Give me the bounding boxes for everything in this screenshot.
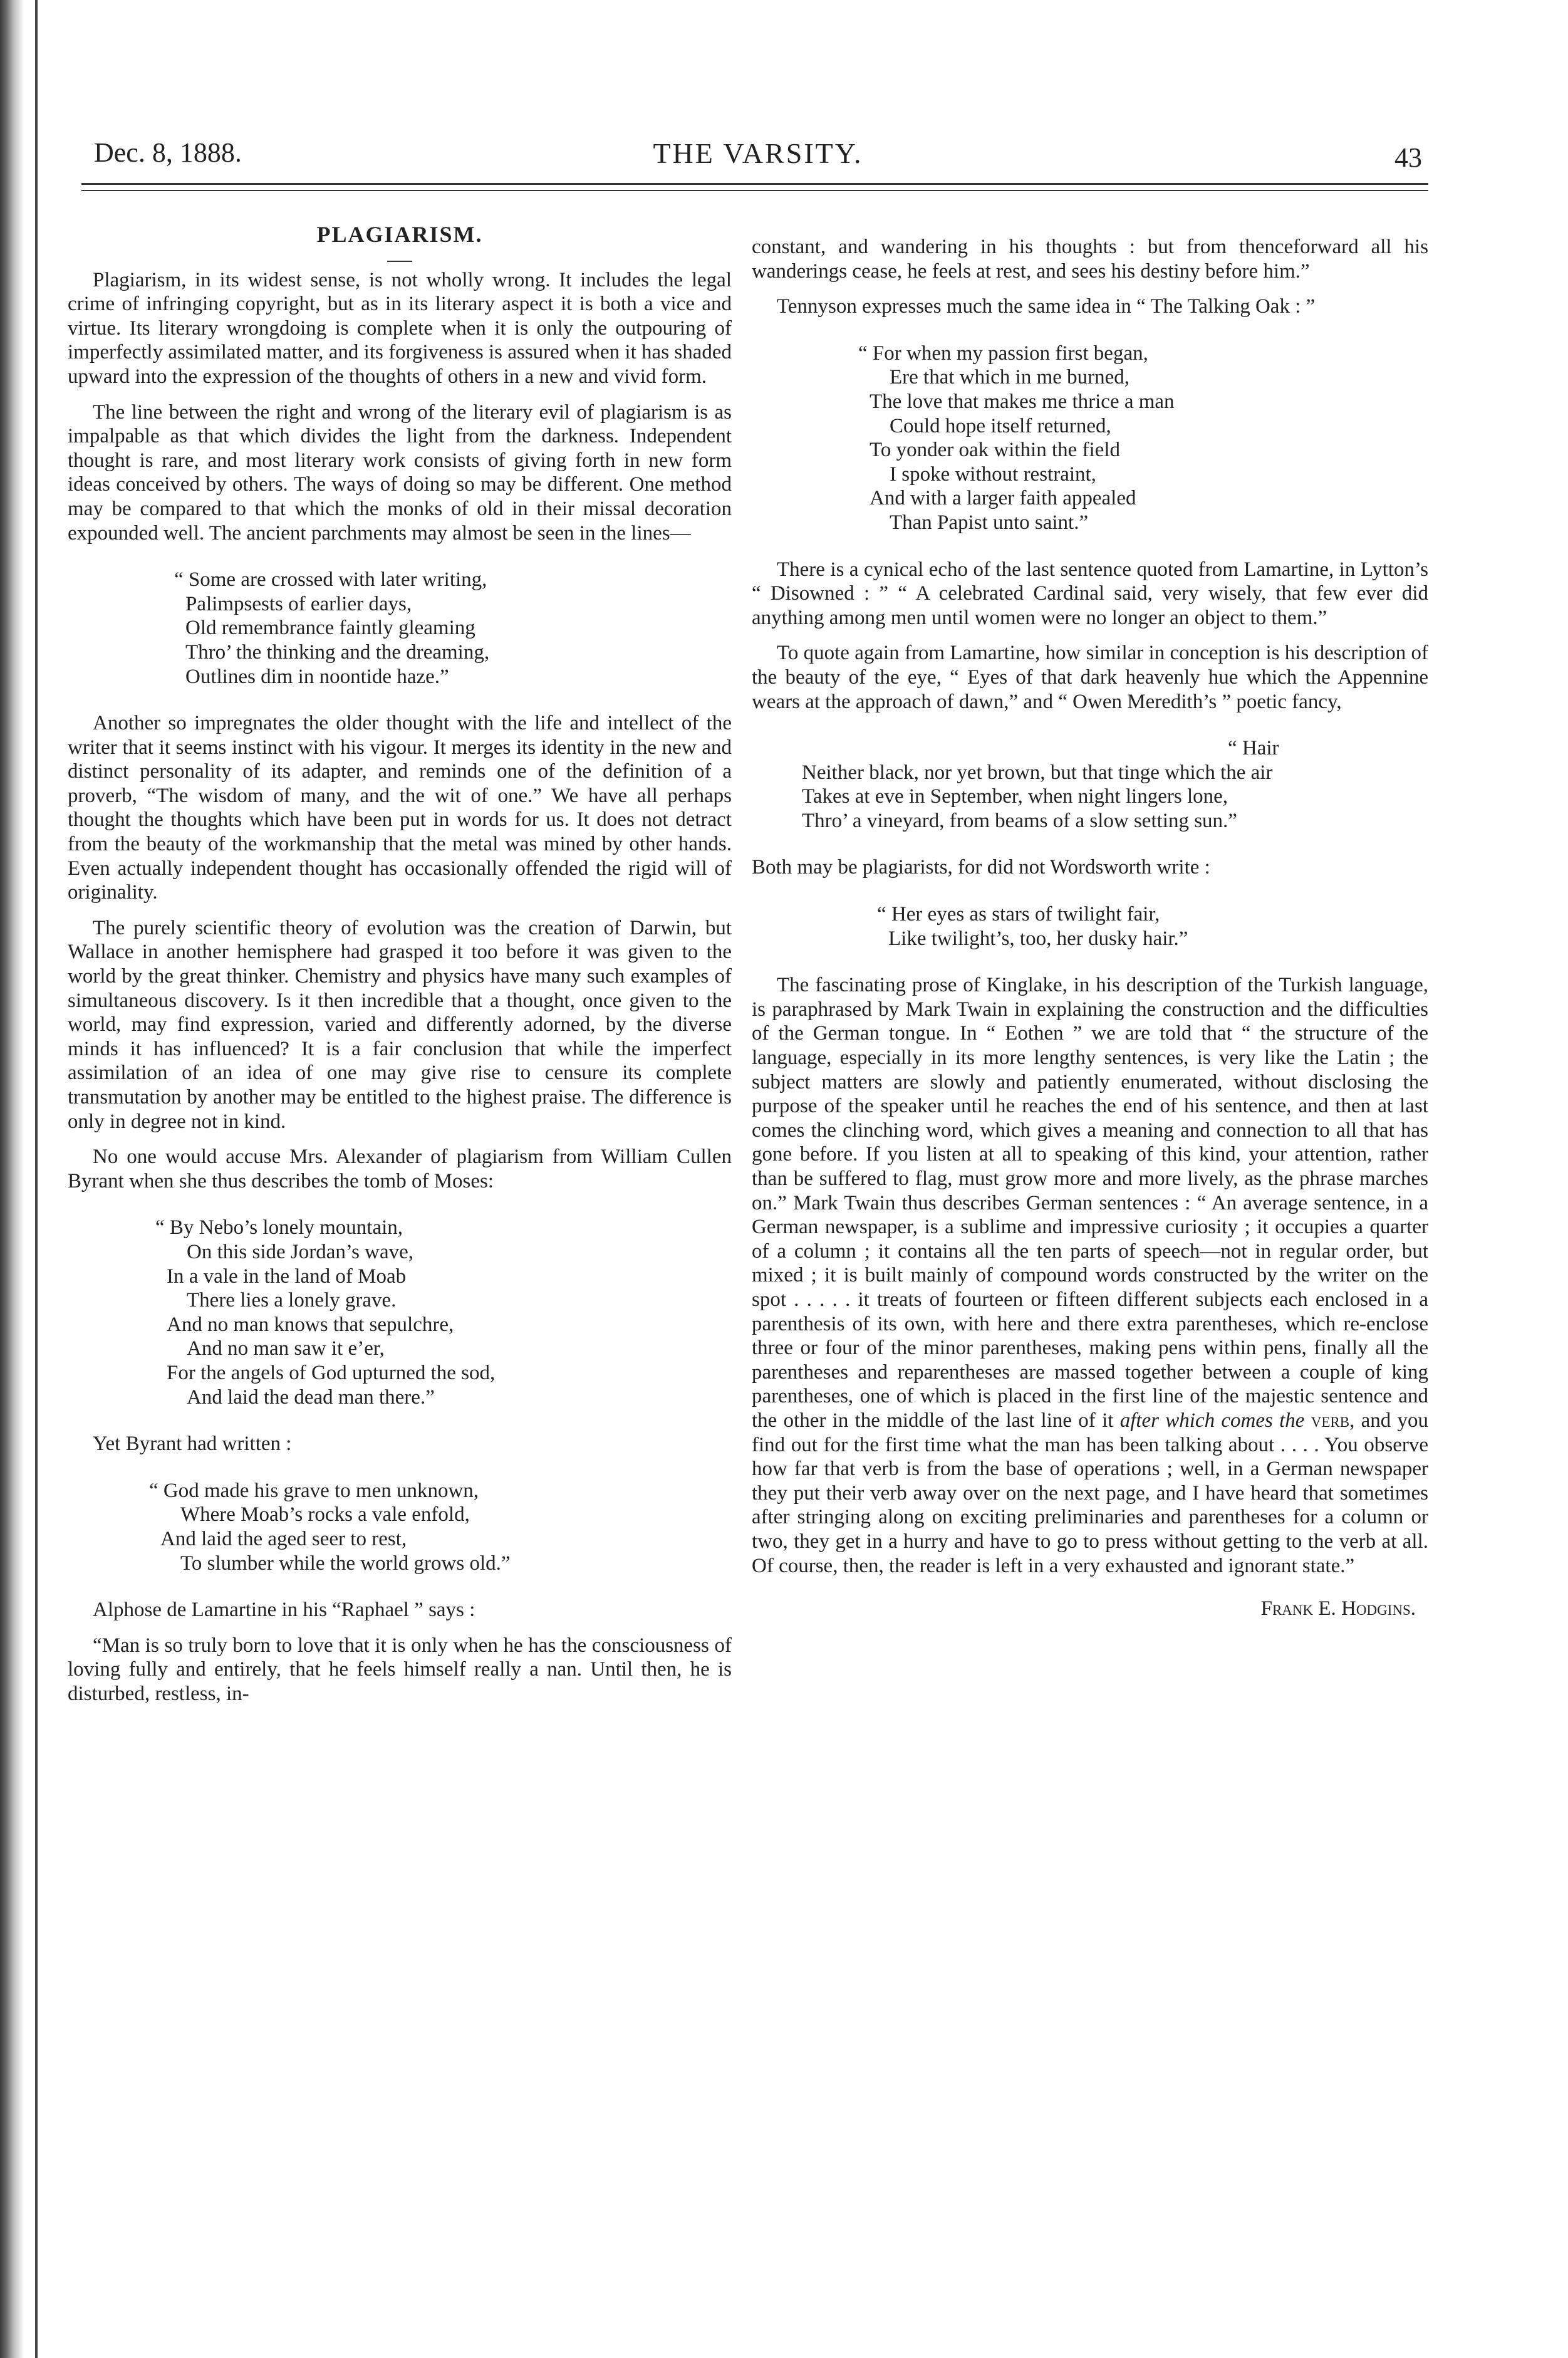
poem-line: “ Some are crossed with later writing,	[174, 568, 487, 592]
poem-line: And with a larger faith appealed	[870, 487, 1136, 510]
paragraph: Alphose de Lamartine in his “Raphael ” says :	[93, 1599, 475, 1622]
poem-line: I spoke without restraint,	[890, 462, 1096, 486]
paragraph: Tennyson expresses much the same idea in “ The Talking Oak : ”	[777, 295, 1316, 318]
poem-line: Thro’ the thinking and the dreaming,	[185, 640, 490, 664]
poem-line: Thro’ a vineyard, from beams of a slow setting sun.”	[802, 809, 1237, 832]
paragraph: No one would accuse Mrs. Alexander of plagiarism from William Cullen Byrant when she thus describes the tomb of Moses:	[68, 1145, 732, 1192]
poem-line: And no man saw it e’er,	[187, 1337, 385, 1360]
article-title: PLAGIARISM.	[316, 222, 483, 247]
poem-line: Could hope itself returned,	[890, 414, 1111, 437]
paragraph: Plagiarism, in its widest sense, is not wholly wrong. It includes the legal crime of infringing copyright, but as in its literary aspect it is both a vice and virtue. Its literary wrongdoing is complete when it is only the outpouring of imperfectly assimilated matter, and its forgiveness is assured when it has shaded upward into the expression of the thoughts of others in a new and vivid form.	[68, 268, 732, 388]
poem-quote	[68, 1216, 732, 1409]
paragraph: “Man is so truly born to love that it is only when he has the consciousness of loving fully and entirely, that he feels himself really a nan. Until then, he is disturbed, restless, in-	[68, 1634, 732, 1705]
paragraph: The purely scientific theory of evolution was the creation of Darwin, but Wallace in another hemisphere had grasped it too before it was given to the world by the great thinker. Chemistry and physics have many such examples of simultaneous discovery. Is it then incredible that a thought, once given to the world, may find expression, varied and differently adorned, by the diverse minds it has influenced? It is a fair conclusion that while the imperfect assimilation of an idea of one may give rise to censure its complete transmutation by another may be entitled to the highest praise. The difference is only in degree not in kind.	[68, 916, 732, 1133]
paragraph-text: , and you find out for the first time what the man has been talking about . . . . You observe how far that verb is from the base of operations ; well, in a German newspaper they put their verb away over on the next page, and I have heard that sometimes after stringing along on exciting preliminaries and parentheses for a column or two, they get in a hurry and have to go to press without getting to the verb at all. Of course, then, the reader is left in a very exhausted and ignorant state.”	[752, 1409, 1429, 1577]
header-rule-thin	[81, 190, 1428, 191]
poem-quote	[68, 568, 732, 689]
italic-phrase: after which comes the	[1119, 1409, 1305, 1432]
poem-line: Where Moab’s rocks a vale enfold,	[180, 1503, 470, 1526]
binding-line	[35, 0, 38, 2358]
small-caps-word: verb	[1311, 1409, 1350, 1432]
poem-line: For the angels of God upturned the sod,	[167, 1361, 496, 1384]
poem-line: There lies a lonely grave.	[187, 1289, 397, 1312]
left-column	[68, 222, 732, 1717]
paragraph: There is a cynical echo of the last sentence quoted from Lamartine, in Lytton’s “ Disowned : ” “ A celebrated Cardinal said, very wisely, that few ever did anything among men until women were no longer an object to them.”	[752, 558, 1428, 629]
poem-line: “ God made his grave to men unknown,	[149, 1479, 479, 1502]
poem-line: And laid the dead man there.”	[187, 1385, 435, 1409]
poem-line: “ Her eyes as stars of twilight fair,	[877, 903, 1160, 926]
title-divider	[387, 261, 412, 262]
poem-line: “ For when my passion first began,	[858, 342, 1148, 365]
poem-line: To yonder oak within the field	[870, 439, 1121, 462]
paragraph	[752, 973, 1428, 1578]
poem-line: The love that makes me thrice a man	[870, 390, 1175, 413]
poem-line: Ere that which in me burned,	[890, 366, 1130, 389]
paragraph: Yet Byrant had written :	[93, 1432, 292, 1456]
author-signature: Frank E. Hodgins.	[1260, 1597, 1416, 1620]
poem-quote	[752, 342, 1428, 535]
binding-edge	[0, 0, 24, 2358]
poem-line: In a vale in the land of Moab	[167, 1265, 407, 1288]
paragraph: To quote again from Lamartine, how similar in conception is his description of the beauty of the eye, “ Eyes of that dark heavenly hue which the Appennine wears at the approach of dawn,” and “ Owen Meredith’s ” poetic fancy,	[752, 642, 1428, 713]
poem-line: And laid the aged seer to rest,	[160, 1527, 407, 1550]
poem-line: Like twilight’s, too, her dusky hair.”	[888, 927, 1188, 950]
header-title: THE VARSITY.	[653, 137, 863, 169]
poem-line: “ By Nebo’s lonely mountain,	[155, 1216, 403, 1239]
poem-quote	[68, 1479, 732, 1575]
poem-line: On this side Jordan’s wave,	[187, 1240, 414, 1263]
header-date: Dec. 8, 1888.	[94, 137, 242, 168]
poem-line: Outlines dim in noontide haze.”	[185, 665, 449, 688]
page-header	[94, 137, 1422, 174]
paragraph: Another so impregnates the older thought with the life and intellect of the writer that it seems instinct with his vigour. It merges its identity in the new and distinct personality of its adapter, and reminds one of the definition of a proverb, “The wisdom of many, and the wit of one.” We have all perhaps thought the thoughts which have been put in words for us. It does not detract from the beauty of the workmanship that the metal was mined by other hands. Even actually independent thought has occasionally offended the rigid will of originality.	[68, 712, 732, 904]
poem-line: Than Papist unto saint.”	[890, 511, 1089, 534]
page-number: 43	[1394, 142, 1422, 173]
poem-line: And no man knows that sepulchre,	[167, 1313, 454, 1336]
poem-quote	[752, 902, 1428, 951]
paragraph: The line between the right and wrong of the literary evil of plagiarism is as impalpable as that which divides the light from the darkness. Independent thought is rare, and most literary work consists of giving forth in new form ideas conceived by others. The ways of doing so may be different. One method may be compared to that which the monks of old in their missal decoration expounded well. The ancient parchments may almost be seen in the lines—	[68, 400, 732, 545]
header-rule	[81, 183, 1428, 185]
poem-line: Old remembrance faintly gleaming	[185, 617, 475, 640]
right-column	[752, 235, 1428, 1621]
poem-line: Neither black, nor yet brown, but that tinge which the air	[802, 761, 1273, 784]
poem-quote	[752, 736, 1428, 833]
poem-line: Palimpsests of earlier days,	[185, 592, 412, 615]
paragraph-text: The fascinating prose of Kinglake, in his description of the Turkish language, is paraphrased by Mark Twain in explaining the construction and the difficulties of the German tongue. In “ Eothen ” we are told that “ the structure of the language, especially in its more lengthy sentences, is very like the Latin ; the subject matters are slowly and patiently enumerated, without disclosing the purpose of the speaker until he reaches the end of his sentence, and then at last comes the clinching word, which gives a meaning and connection to all that has gone before. If you listen at all to speaking of this kind, your attention, rather than be suffered to flag, must grow more and more lively, as the phrase marches on.” Mark Twain thus describes German sentences : “ An average sentence, in a German newspaper, is a sublime and impressive curiosity ; it occupies a quarter of a column ; it contains all the ten parts of speech—not in regular order, but mixed ; it is built mainly of compound words constructed by the writer on the spot . . . . . it treats of fourteen or fifteen different subjects each enclosed in a parenthesis of its own, with here and there extra parentheses, which re-enclose three or four of the minor parentheses, making pens within pens, finally all the parentheses and reparentheses are massed together between a couple of king parentheses, one of which is placed in the first line of the majestic sentence and the other in the middle of the last line of it	[752, 974, 1428, 1432]
paragraph: constant, and wandering in his thoughts : but from thenceforward all his wanderings cease, he feels at rest, and sees his destiny before him.”	[752, 236, 1428, 283]
poem-line: To slumber while the world grows old.”	[180, 1552, 511, 1575]
paragraph: Both may be plagiarists, for did not Wordsworth write :	[752, 856, 1210, 879]
poem-line: “ Hair	[1228, 737, 1279, 760]
poem-line: Takes at eve in September, when night lingers lone,	[802, 785, 1228, 808]
